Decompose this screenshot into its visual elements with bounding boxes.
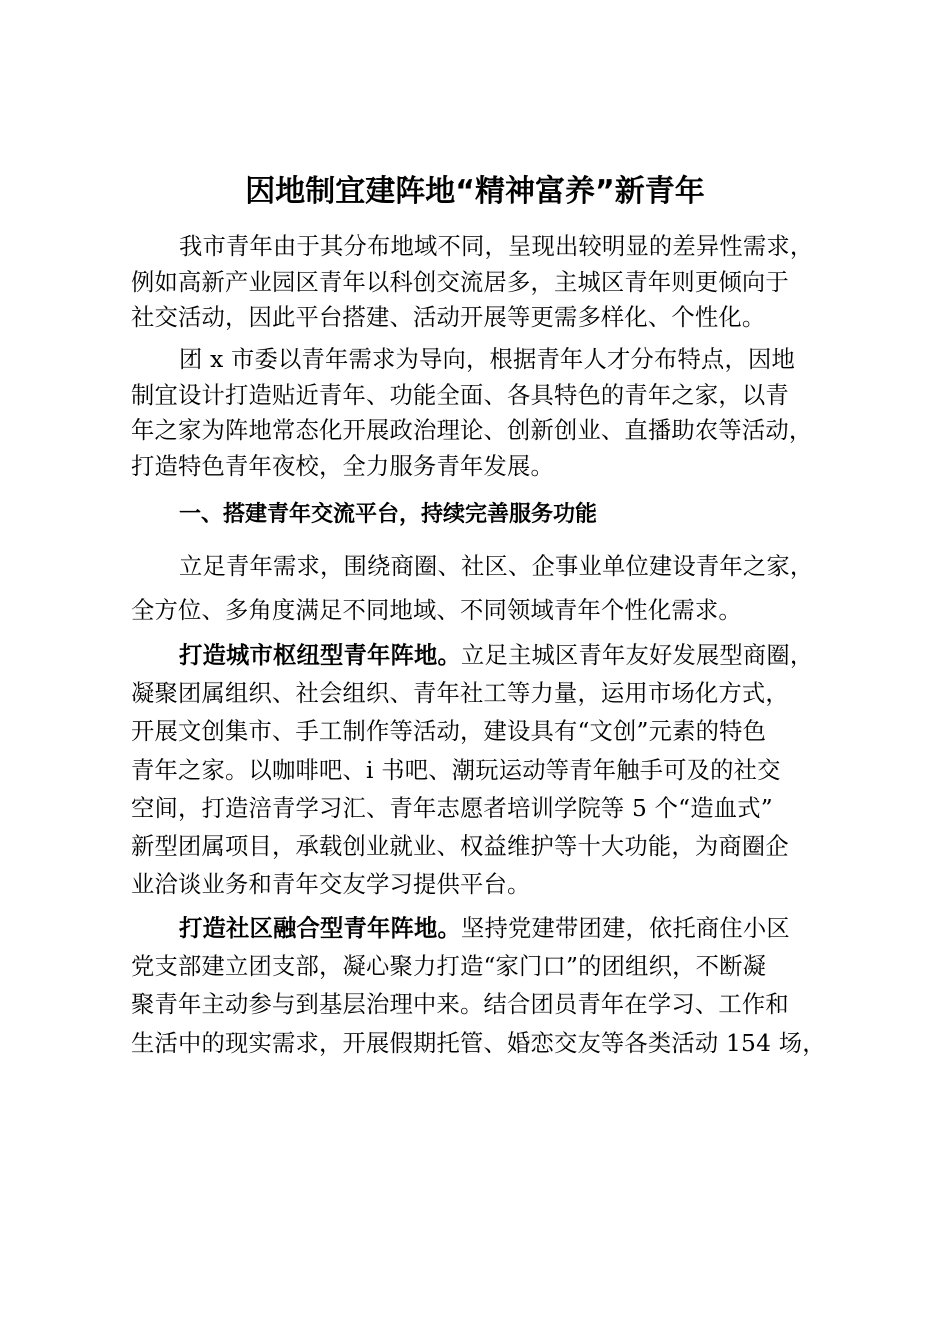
paragraph-1-line-1: 我市青年由于其分布地域不同，呈现出较明显的差异性需求，: [179, 233, 814, 260]
document-title: 因地制宜建阵地“精神富养”新青年: [245, 174, 705, 209]
paragraph-5-line-3: 聚青年主动参与到基层治理中来。结合团员青年在学习、工作和: [131, 991, 789, 1019]
paragraph-4-line-4: 青年之家。以咖啡吧、i 书吧、潮玩运动等青年触手可及的社交: [131, 756, 781, 784]
paragraph-4-line-3: 开展文创集市、手工制作等活动，建设具有“文创”元素的特色: [131, 718, 767, 746]
paragraph-4-line-7: 业洽谈业务和青年交友学习提供平台。: [131, 871, 531, 899]
paragraph-2-line-4: 打造特色青年夜校，全力服务青年发展。: [131, 452, 554, 480]
paragraph-2-line-3: 年之家为阵地常态化开展政治理论、创新创业、直播助农等活动，: [131, 417, 813, 444]
paragraph-4-line-5: 空间，打造涪青学习汇、青年志愿者培训学院等 5 个“造血式”: [131, 794, 773, 822]
paragraph-5-line-1-text: 坚持党建带团建，依托商住小区: [460, 915, 790, 942]
paragraph-3: [131, 545, 831, 633]
paragraph-5-line-4: 生活中的现实需求，开展假期托管、婚恋交友等各类活动 154 场，: [131, 1029, 826, 1057]
paragraph-5-lead: 打造社区融合型青年阵地。: [179, 915, 461, 942]
paragraph-4-line-2: 凝聚团属组织、社会组织、青年社工等力量，运用市场化方式，: [131, 680, 789, 708]
paragraph-4-line-1: [131, 637, 831, 675]
paragraph-5-line-2: 党支部建立团支部，凝心聚力打造“家门口”的团组织，不断凝: [131, 953, 767, 981]
paragraph-4-line-6: 新型团属项目，承载创业就业、权益维护等十大功能，为商圈企: [131, 833, 789, 861]
paragraph-5-line-1: [131, 910, 831, 948]
paragraph-5: [131, 910, 831, 1063]
paragraph-4: [131, 637, 831, 904]
paragraph-2-line-1: 团 x 市委以青年需求为导向，根据青年人才分布特点，因地: [179, 346, 795, 373]
section-heading-1: 一、搭建青年交流平台，持续完善服务功能: [179, 502, 598, 527]
paragraph-2: [131, 342, 831, 484]
paragraph-2-line-2: 制宜设计打造贴近青年、功能全面、各具特色的青年之家，以青: [131, 381, 789, 409]
paragraph-4-lead: 打造城市枢纽型青年阵地。: [179, 642, 461, 669]
paragraph-1-line-2: 例如高新产业园区青年以科创交流居多，主城区青年则更倾向于: [131, 268, 789, 296]
paragraph-4-line-1-text: 立足主城区青年友好发展型商圈，: [460, 642, 814, 669]
paragraph-3-line-2: 全方位、多角度满足不同地域、不同领域青年个性化需求。: [131, 597, 742, 624]
paragraph-1-line-3: 社交活动，因此平台搭建、活动开展等更需多样化、个性化。: [131, 304, 766, 331]
paragraph-1: [131, 229, 831, 336]
paragraph-3-line-1: 立足青年需求，围绕商圈、社区、企事业单位建设青年之家，: [179, 553, 814, 580]
